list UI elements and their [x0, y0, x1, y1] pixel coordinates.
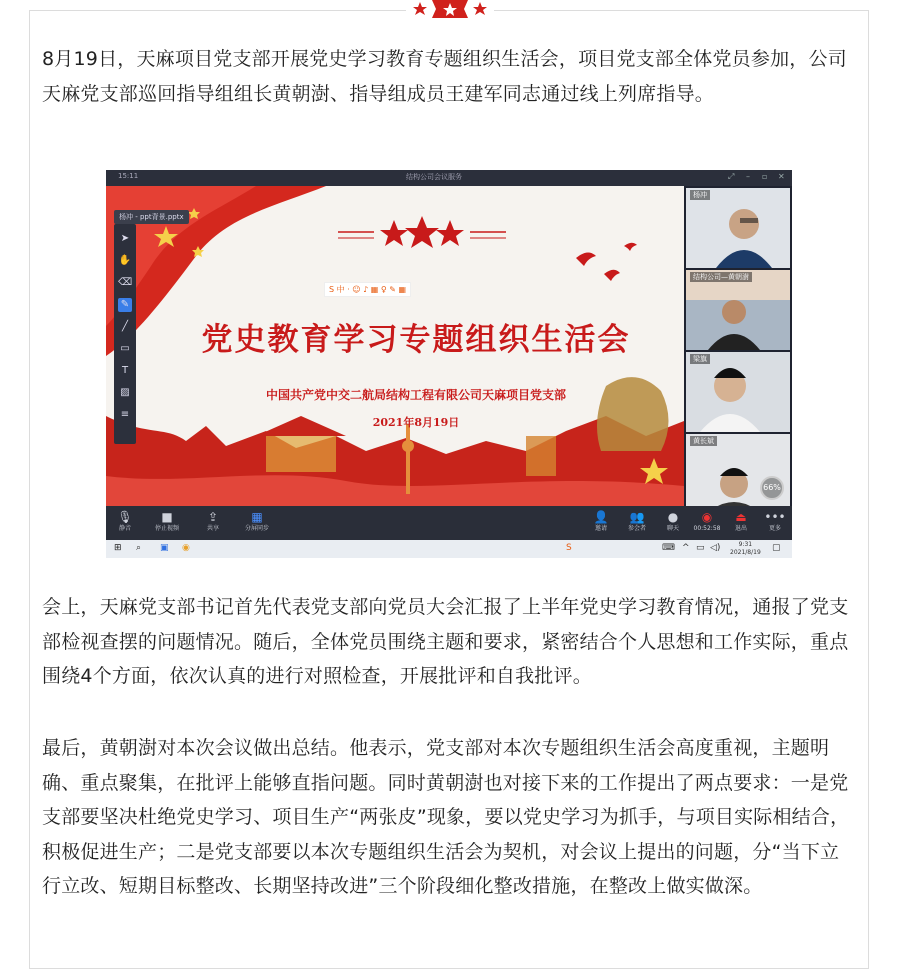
participant-video-4[interactable]	[686, 434, 790, 514]
tray-chevron-icon[interactable]: ^	[682, 543, 690, 553]
line-icon[interactable]: ╱	[121, 321, 129, 332]
search-icon[interactable]: ⌕	[136, 543, 142, 553]
person-avatar-icon	[686, 352, 790, 432]
exit-icon: ⏏	[735, 510, 747, 524]
taskbar-clock[interactable]	[730, 541, 761, 557]
rectangle-icon[interactable]: ▭	[120, 343, 130, 354]
invite-button[interactable]: 👤 邀请	[584, 510, 618, 534]
slide-org: 中国共产党中交二航局结构工程有限公司天麻项目党支部	[265, 388, 566, 402]
article-paragraph-3: 最后，黄朝澍对本次会议做出总结。他表示，党支部对本次专题组织生活会高度重视，主题明确、重点聚集，在批评上能够直指问题。同时黄朝澍也对接下来的工作提出了两点要求：一是党支部要坚决杜绝党史学习、项目生产“两张皮”现象，要以党史学习为抓手，与项目实际相结合，积极促进生产；二是党支部要以本次专题组织生活会为契机，对会议上提出的问题，分“当下立行立改、短期目标整改、长期坚持改进”三个阶段细化整改措施，在整改上做实做深。	[42, 737, 850, 897]
keyboard-icon[interactable]: ⌨	[662, 543, 675, 553]
exit-button[interactable]: ⏏ 退出	[724, 510, 758, 534]
volume-icon[interactable]: ◁)	[710, 543, 721, 553]
chrome-app-icon[interactable]: ◉	[182, 543, 190, 553]
ime-toolbar[interactable]: S 中 · ☺ ♪ ▦ ♀ ✎ ▦	[324, 282, 411, 297]
image-icon[interactable]: ▨	[120, 387, 130, 398]
restore-icon[interactable]: ▫	[762, 172, 768, 181]
slide-title: 党史教育学习专题组织生活会	[201, 322, 631, 358]
notification-icon[interactable]: ▢	[772, 543, 781, 553]
camera-icon: ■	[161, 510, 173, 524]
chat-button[interactable]: ● 聊天	[656, 510, 690, 534]
record-icon: ◉	[701, 510, 713, 524]
shared-slide	[106, 186, 684, 522]
person-avatar-icon	[686, 434, 790, 514]
person-avatar-icon	[686, 270, 790, 350]
participant-name: 黄长斌	[690, 436, 717, 446]
invite-icon: 👤	[593, 510, 609, 524]
article-paragraph-1: 8月19日，天麻项目党支部开展党史学习教育专题组织生活会，项目党支部全体党员参加，公司天麻党支部巡回指导组组长黄朝澍、指导组成员王建军同志通过线上列席指导。	[42, 48, 847, 105]
windows-taskbar	[106, 540, 792, 558]
participant-video-3[interactable]	[686, 352, 790, 432]
more-button[interactable]: ••• 更多	[758, 510, 792, 534]
share-button[interactable]: ⇪ 共享	[196, 510, 230, 534]
meeting-titlebar	[106, 170, 792, 186]
stop-video-button[interactable]: ■ 停止视频	[150, 510, 184, 534]
participant-name: 杨冲	[690, 190, 710, 200]
windows-start-icon[interactable]: ⊞	[114, 543, 122, 553]
layout-button[interactable]: ▦ 分屏同步	[240, 510, 274, 534]
more-icon: •••	[764, 510, 786, 524]
hand-icon[interactable]: ✋	[118, 255, 132, 266]
annotation-toolbar	[114, 224, 136, 444]
mute-button[interactable]: 🎙 静音	[108, 510, 142, 534]
pointer-icon[interactable]: ➤	[120, 233, 130, 244]
file-tab[interactable]: 杨冲 - ppt背景.pptx	[114, 210, 189, 224]
word-app-icon[interactable]: ▣	[160, 543, 169, 553]
text-icon[interactable]: T	[121, 365, 129, 376]
pen-icon[interactable]: ✎	[118, 298, 132, 312]
participant-name: 结构公司—黄朝澍	[690, 272, 752, 282]
layout-icon: ▦	[251, 510, 263, 524]
participants-button[interactable]: 👥 参会者	[620, 510, 654, 534]
slide-date: 2021年8月19日	[372, 416, 460, 429]
taskbar-date: 2021/8/19	[730, 549, 761, 556]
network-speed-badge: 66%	[760, 476, 784, 500]
taskbar-time: 9:31	[738, 541, 753, 548]
video-panel	[685, 186, 792, 522]
participant-video-1[interactable]	[686, 188, 790, 268]
meeting-control-bar	[106, 506, 792, 540]
meeting-title: 结构公司会议服务	[406, 173, 462, 181]
fullscreen-icon[interactable]: ⤢	[728, 172, 735, 181]
window-time: 15:11	[118, 172, 139, 180]
minimize-icon[interactable]: –	[746, 172, 750, 181]
chat-icon: ●	[667, 510, 679, 524]
share-icon: ⇪	[207, 510, 219, 524]
article-paragraph-2: 会上，天麻党支部书记首先代表党支部向党员大会汇报了上半年党史学习教育情况，通报了党支部检视查摆的问题情况。随后，全体党员围绕主题和要求，紧密结合个人思想和工作实际，重点围绕4个方面，依次认真的进行对照检查，开展批评和自我批评。	[42, 596, 849, 687]
record-button[interactable]: ◉ 00:52:58	[690, 510, 724, 534]
close-icon[interactable]: ✕	[778, 172, 785, 181]
participant-name: 梁旗	[690, 354, 710, 364]
meeting-screenshot	[106, 170, 792, 558]
network-icon[interactable]: ▭	[696, 543, 705, 553]
participants-icon: 👥	[629, 510, 645, 524]
sogou-ime-icon[interactable]: S	[566, 543, 572, 553]
mic-icon: 🎙	[117, 510, 133, 524]
participant-video-2[interactable]	[686, 270, 790, 350]
eraser-icon[interactable]: ⌫	[118, 277, 133, 288]
menu-icon[interactable]: ≡	[120, 409, 130, 420]
person-avatar-icon	[686, 188, 790, 268]
